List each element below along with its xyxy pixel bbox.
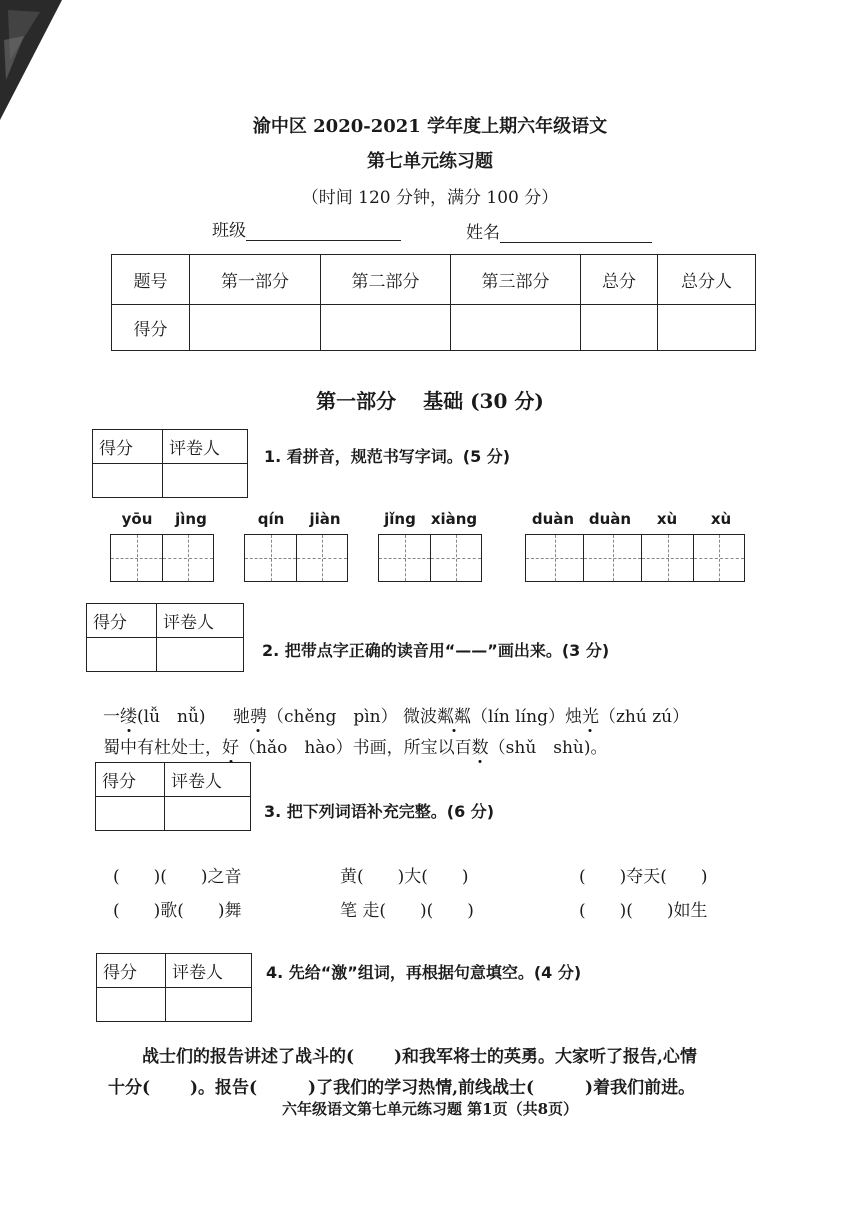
writing-box[interactable] — [525, 534, 583, 582]
writing-box[interactable] — [162, 534, 214, 582]
grader-score-cell[interactable] — [87, 638, 157, 672]
pinyin-options[interactable]: (lǚ nǚ) — [137, 707, 206, 727]
scan-corner-artifact — [0, 0, 70, 120]
dotted-char: 光 — [581, 707, 599, 727]
score-cell[interactable] — [581, 305, 658, 351]
dotted-char: 骋 — [249, 707, 267, 727]
pinyin-label: jìng — [175, 510, 207, 528]
q3-text: 3. 把下列词语补充完整。(6 分) — [264, 802, 495, 821]
pinyin-options[interactable]: （hǎo hào）书画，所宝以百 — [239, 738, 472, 758]
q3-item[interactable]: 笔 走( )( ) — [340, 901, 474, 921]
q1-text: 1. 看拼音，规范书写字词。(5 分) — [264, 447, 511, 466]
q3-item[interactable]: ( )( )之音 — [113, 867, 242, 887]
pinyin-label: xù — [710, 510, 732, 528]
class-label: 班级 — [212, 221, 246, 241]
pinyin-label: yōu — [121, 510, 153, 528]
grader-name-label: 评卷人 — [163, 430, 248, 464]
score-cell[interactable] — [190, 305, 321, 351]
score-header: 第三部分 — [451, 255, 581, 305]
score-header: 第一部分 — [190, 255, 321, 305]
name-input-line[interactable] — [500, 224, 652, 243]
pinyin-label: qín — [257, 510, 285, 528]
score-cell[interactable] — [658, 305, 756, 351]
pinyin-label: duàn — [588, 510, 632, 528]
grader-score-label: 得分 — [97, 954, 166, 988]
q2-text-part: 一 — [103, 707, 120, 727]
grader-score-label: 得分 — [93, 430, 163, 464]
class-field — [212, 216, 401, 241]
q2-text-part: 驰 — [232, 707, 250, 727]
q2-text-part: 蜀中有杜处士， — [103, 738, 222, 758]
grader-box-q2 — [86, 603, 244, 672]
exam-subtitle: 第七单元练习题 — [367, 151, 493, 172]
q3-item[interactable]: ( )歌( )舞 — [113, 901, 242, 921]
grader-name-cell[interactable] — [163, 464, 248, 498]
grader-name-cell[interactable] — [166, 988, 252, 1022]
score-header: 总分人 — [658, 255, 756, 305]
pinyin-group — [525, 510, 747, 582]
pinyin-group — [244, 510, 352, 582]
grader-name-cell[interactable] — [157, 638, 244, 672]
q3-item[interactable]: ( )夺天( ) — [579, 867, 708, 887]
grader-box-q3 — [95, 762, 251, 831]
q4-text: 4. 先给“激”组词，再根据句意填空。(4 分) — [266, 963, 582, 982]
q3-item[interactable]: ( )( )如生 — [579, 901, 708, 921]
pinyin-label: xiàng — [430, 510, 478, 528]
pinyin-label: jǐng — [384, 510, 416, 528]
q2-text-part: 微波 — [403, 707, 438, 727]
writing-box[interactable] — [641, 534, 693, 582]
dotted-char: 粼粼 — [437, 707, 472, 727]
grader-name-label: 评卷人 — [157, 604, 244, 638]
pinyin-options[interactable]: （shǔ shù)。 — [488, 738, 608, 758]
pinyin-label: duàn — [531, 510, 575, 528]
class-input-line[interactable] — [246, 222, 401, 241]
writing-box[interactable] — [583, 534, 641, 582]
score-row-label: 得分 — [112, 305, 190, 351]
grader-box-q4 — [96, 953, 252, 1022]
exam-title: 渝中区 2020-2021 学年度上期六年级语文 — [252, 116, 608, 137]
pinyin-options[interactable]: （lín líng） — [471, 707, 565, 727]
dotted-char: 好 — [222, 738, 239, 758]
pinyin-label: jiàn — [309, 510, 341, 528]
time-note: （时间 120 分钟，满分 100 分） — [301, 188, 559, 208]
writing-box[interactable] — [110, 534, 162, 582]
grader-score-label: 得分 — [87, 604, 157, 638]
q2-text: 2. 把带点字正确的读音用“——”画出来。(3 分) — [262, 641, 610, 660]
score-table — [111, 254, 756, 351]
q3-item[interactable]: 黄( )大( ) — [340, 867, 469, 887]
writing-box[interactable] — [430, 534, 482, 582]
writing-box[interactable] — [244, 534, 296, 582]
dotted-char: 缕 — [120, 707, 137, 727]
pinyin-options[interactable]: （chěng pìn） — [266, 707, 398, 727]
q4-passage-line1: 战士们的报告讲述了战斗的( )和我军将士的英勇。大家听了报告,心情 — [142, 1047, 697, 1067]
grader-score-cell[interactable] — [96, 797, 165, 831]
grader-score-label: 得分 — [96, 763, 165, 797]
grader-name-label: 评卷人 — [165, 763, 251, 797]
pinyin-label: xù — [656, 510, 678, 528]
name-label: 姓名 — [466, 223, 500, 243]
q2-line1 — [103, 702, 689, 727]
q4-passage-line2: 十分( )。报告( )了我们的学习热情,前线战士( )着我们前进。 — [108, 1078, 696, 1098]
grader-box-q1 — [92, 429, 248, 498]
score-header: 总分 — [581, 255, 658, 305]
q2-text-part: 烛 — [564, 707, 582, 727]
pinyin-group — [378, 510, 486, 582]
q2-line2 — [103, 733, 608, 758]
writing-box[interactable] — [296, 534, 348, 582]
score-header: 第二部分 — [321, 255, 451, 305]
grader-name-cell[interactable] — [165, 797, 251, 831]
score-header: 题号 — [112, 255, 190, 305]
grader-name-label: 评卷人 — [166, 954, 252, 988]
grader-score-cell[interactable] — [93, 464, 163, 498]
name-field — [466, 218, 652, 243]
grader-score-cell[interactable] — [97, 988, 166, 1022]
section-title: 第一部分 基础 (30 分) — [316, 389, 544, 413]
writing-box[interactable] — [693, 534, 745, 582]
dotted-char: 数 — [471, 738, 489, 758]
pinyin-options[interactable]: （zhú zú） — [598, 707, 690, 727]
score-cell[interactable] — [451, 305, 581, 351]
score-cell[interactable] — [321, 305, 451, 351]
page-footer: 六年级语文第七单元练习题 第1页（共8页） — [281, 1100, 579, 1118]
writing-box[interactable] — [378, 534, 430, 582]
pinyin-group — [110, 510, 218, 582]
